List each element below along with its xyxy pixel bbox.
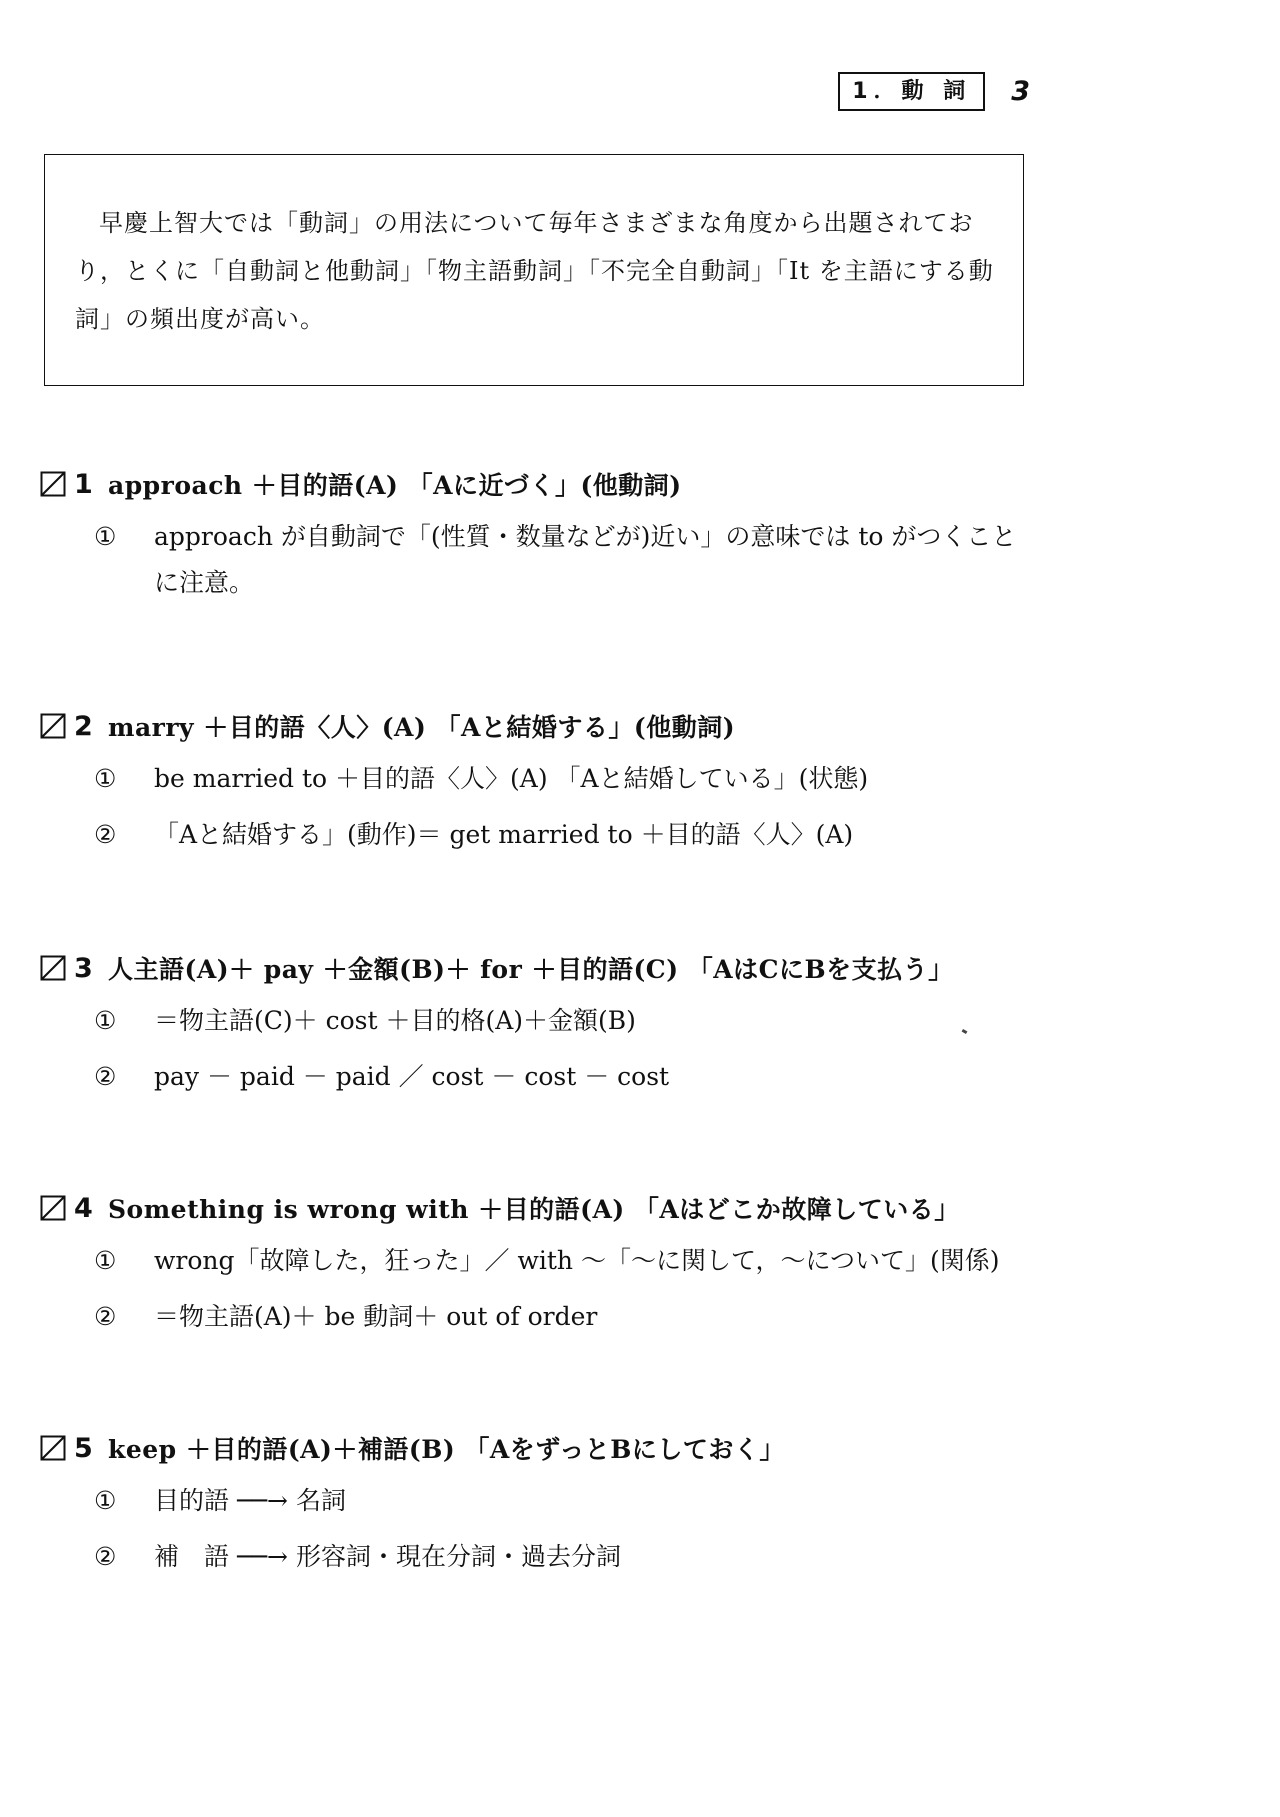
note-item: [94, 1238, 1060, 1284]
note-text: ＝物主語(A)＋ be 動詞＋ out of order: [154, 1302, 598, 1331]
entry-heading: 人主語(A)＋ pay ＋金額(B)＋ for ＋目的語(C) 「AはCにBを支払う」: [108, 955, 954, 984]
entry-number: 4: [74, 1192, 93, 1224]
note-item: [94, 1294, 1060, 1340]
note-marker: ②: [94, 1302, 117, 1331]
entry-heading: marry ＋目的語〈人〉(A) 「Aと結婚する」(他動詞): [108, 713, 736, 742]
entry-heading-row: [40, 464, 1060, 504]
checkbox-icon[interactable]: [40, 713, 66, 739]
entry-number: 2: [74, 710, 93, 742]
checkbox-icon[interactable]: [40, 955, 66, 981]
checkbox-icon[interactable]: [40, 471, 66, 497]
intro-text: 早慶上智大では「動詞」の用法について毎年さまざまな角度から出題されており，とくに「自動詞と他動詞」「物主語動詞」「不完全自動詞」「It を主語にする動詞」の頻出度が高い。: [75, 209, 994, 333]
note-text: 目的語 ──→ 名詞: [154, 1486, 346, 1515]
entry-number: 3: [74, 952, 93, 984]
note-text: be married to ＋目的語〈人〉(A) 「Aと結婚している」(状態): [154, 764, 869, 793]
page-number: 3: [1011, 76, 1030, 107]
note-text: ＝物主語(C)＋ cost ＋目的格(A)＋金額(B): [154, 1006, 636, 1035]
note-marker: ①: [94, 764, 117, 793]
note-marker: ①: [94, 522, 117, 551]
note-text: pay － paid － paid ／ cost － cost － cost: [154, 1062, 670, 1091]
checkbox-icon[interactable]: [40, 1435, 66, 1461]
entry-number: 5: [74, 1432, 93, 1464]
note-item: [94, 1054, 1060, 1100]
note-item: [94, 1478, 1060, 1524]
entry-heading: keep ＋目的語(A)＋補語(B) 「AをずっとBにしておく」: [108, 1435, 785, 1464]
note-marker: ②: [94, 1062, 117, 1091]
note-text: wrong「故障した，狂った」／ with ～「～に関して，～について」(関係): [154, 1246, 1000, 1275]
note-text: 「Aと結婚する」(動作)＝ get married to ＋目的語〈人〉(A): [154, 820, 854, 849]
entry-heading-row: [40, 1188, 1060, 1228]
note-item: [94, 514, 1060, 606]
entry-1: [40, 464, 1060, 606]
note-item: [94, 1534, 1060, 1580]
entry-heading-row: [40, 706, 1060, 746]
entry-heading-row: [40, 948, 1060, 988]
note-marker: ②: [94, 820, 117, 849]
entry-number: 1: [74, 468, 93, 500]
note-marker: ①: [94, 1006, 117, 1035]
entry-heading-row: [40, 1428, 1060, 1468]
checkbox-icon[interactable]: [40, 1195, 66, 1221]
entry-5: [40, 1428, 1060, 1580]
entry-2: [40, 706, 1060, 858]
entry-4: [40, 1188, 1060, 1340]
entry-heading: approach ＋目的語(A) 「Aに近づく」(他動詞): [108, 471, 682, 500]
note-item: [94, 998, 1060, 1044]
note-item: [94, 756, 1060, 802]
note-text: approach が自動詞で「(性質・数量などが)近い」の意味では to がつくことに注意。: [154, 522, 1017, 597]
chapter-label: 1．動 詞: [838, 72, 985, 111]
intro-box: [44, 154, 1024, 386]
entry-heading: Something is wrong with ＋目的語(A) 「Aはどこか故障している」: [108, 1195, 960, 1224]
note-text: 補 語 ──→ 形容詞・現在分詞・過去分詞: [154, 1542, 621, 1571]
note-marker: ②: [94, 1542, 117, 1571]
page-header: [838, 72, 1030, 111]
note-marker: ①: [94, 1486, 117, 1515]
entry-3: [40, 948, 1060, 1100]
note-marker: ①: [94, 1246, 117, 1275]
note-item: [94, 812, 1060, 858]
